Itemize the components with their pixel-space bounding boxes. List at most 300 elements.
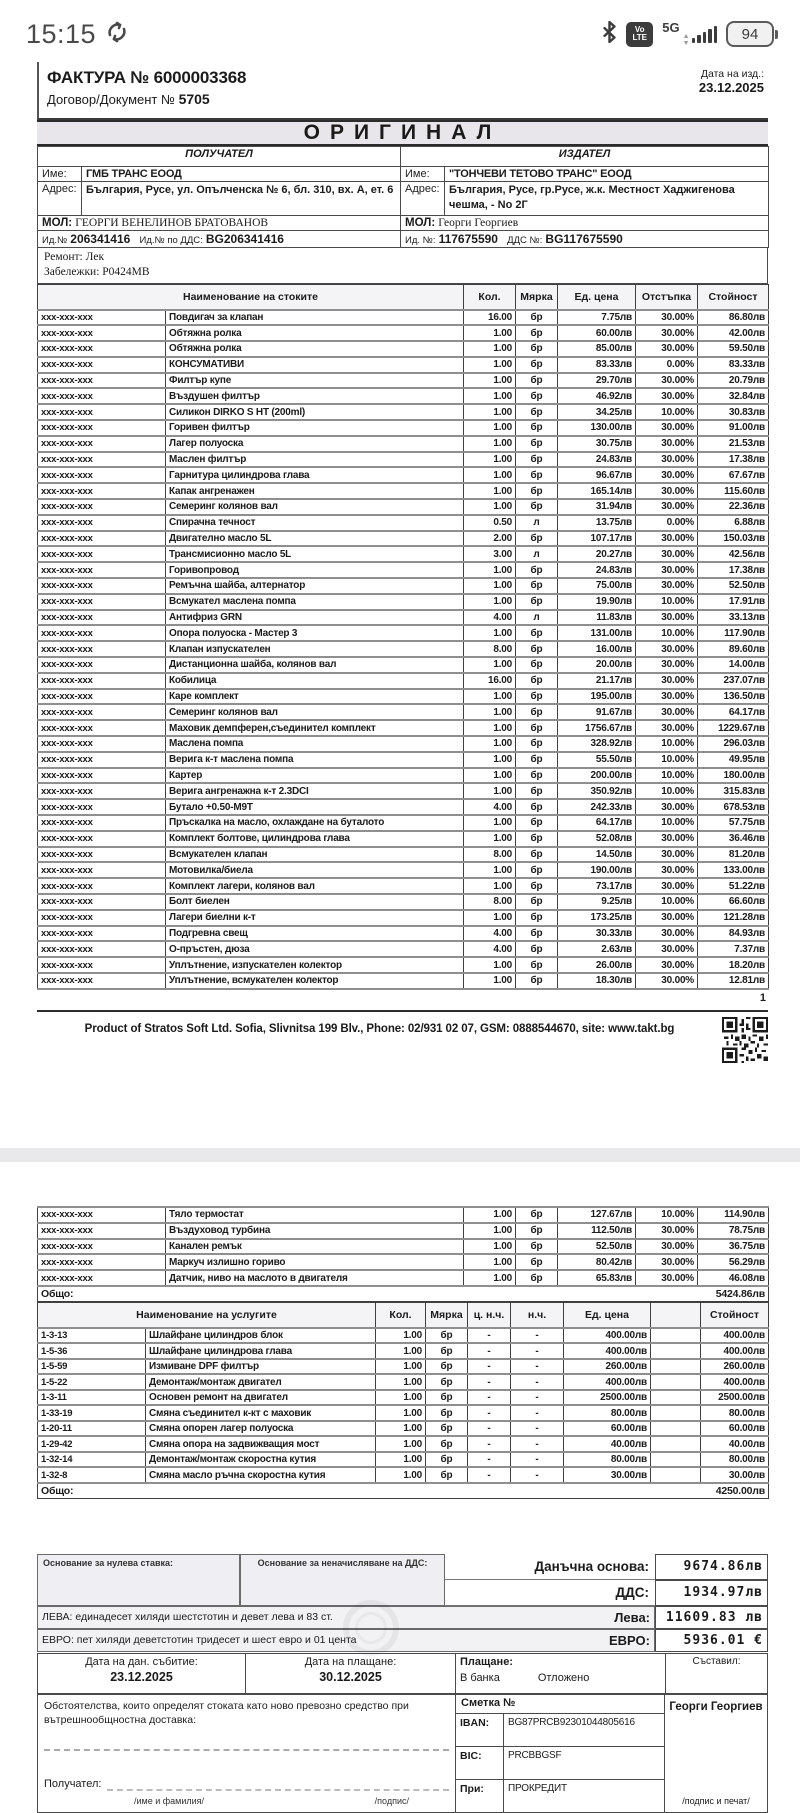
services-header-blank [651, 1303, 701, 1328]
service-code: 1-3-13 [38, 1328, 146, 1344]
invoice-number: 6000003368 [153, 68, 247, 87]
item-discount: 30.00% [636, 641, 698, 657]
recipient-name: ГМБ ТРАНС ЕООД [82, 167, 401, 182]
item-qty: 1.00 [464, 736, 516, 752]
item-price: 195.00лв [558, 689, 636, 705]
item-unit: бр [516, 689, 558, 705]
recipient-mol-label: МОЛ: [42, 217, 73, 229]
service-nch: - [511, 1328, 564, 1344]
item-price: 14.50лв [558, 847, 636, 863]
issuer-address-label: Адрес: [401, 182, 445, 216]
service-blank [651, 1328, 701, 1344]
issuer-ids [401, 231, 769, 248]
item-unit: бр [516, 467, 558, 483]
service-unit: бр [426, 1452, 468, 1468]
item-discount: 30.00% [636, 483, 698, 499]
item-name: Подгревна свещ [166, 926, 464, 942]
item-name: Канален ремък [166, 1239, 464, 1255]
euro-label: ЕВРО: [609, 1632, 650, 1648]
cast-icon [106, 21, 128, 48]
network-type: 5G [662, 20, 680, 35]
item-price: 350.92лв [558, 783, 636, 799]
item-value: 296.03лв [698, 736, 769, 752]
services-header-cnch: ц. н.ч. [468, 1303, 511, 1328]
item-name: Пръскалка на масло, охлаждане на буталото [166, 815, 464, 831]
item-price: 20.00лв [558, 657, 636, 673]
item-qty: 1.00 [464, 768, 516, 784]
pay-date-label: Дата на плащане: [304, 1655, 397, 1668]
item-code: xxx-xxx-xxx [38, 831, 166, 847]
service-name: Шлайфане цилиндров блок [146, 1328, 376, 1344]
services-header-value: Стойност [701, 1303, 769, 1328]
item-value: 42.56лв [698, 546, 769, 562]
item-code: xxx-xxx-xxx [38, 546, 166, 562]
service-price: 80.00лв [564, 1405, 651, 1421]
item-price: 20.27лв [558, 546, 636, 562]
item-unit: бр [516, 1239, 558, 1255]
recipient-mol [38, 216, 401, 231]
item-unit: бр [516, 657, 558, 673]
service-table-row [38, 1390, 769, 1406]
item-qty: 1.00 [464, 388, 516, 404]
service-blank [651, 1343, 701, 1359]
goods-table-row [38, 436, 769, 452]
item-unit: бр [516, 1254, 558, 1270]
item-price: 80.42лв [558, 1254, 636, 1270]
service-name: Основен ремонт на двигател [146, 1390, 376, 1406]
item-name: Обтяжна ролка [166, 341, 464, 357]
bic-label: BIC: [456, 1747, 504, 1779]
item-code: xxx-xxx-xxx [38, 388, 166, 404]
item-qty: 1.00 [464, 325, 516, 341]
service-code: 1-29-42 [38, 1436, 146, 1452]
item-unit: бр [516, 325, 558, 341]
goods-total-value: 5424.86лв [698, 1286, 769, 1302]
service-qty: 1.00 [376, 1436, 426, 1452]
service-blank [651, 1405, 701, 1421]
item-discount: 30.00% [636, 926, 698, 942]
item-qty: 1.00 [464, 625, 516, 641]
invoice-label: ФАКТУРА № [47, 68, 150, 87]
total-euro-row [37, 1629, 768, 1652]
item-value: 1229.67лв [698, 720, 769, 736]
services-header-name: Наименование на услугите [38, 1303, 376, 1328]
item-value: 33.13лв [698, 610, 769, 626]
service-code: 1-5-22 [38, 1374, 146, 1390]
item-price: 13.75лв [558, 515, 636, 531]
item-unit: бр [516, 388, 558, 404]
item-value: 49.95лв [698, 752, 769, 768]
item-qty: 16.00 [464, 673, 516, 689]
item-unit: бр [516, 420, 558, 436]
item-code: xxx-xxx-xxx [38, 373, 166, 389]
item-discount: 30.00% [636, 704, 698, 720]
item-qty: 1.00 [464, 831, 516, 847]
item-name: Уплътнение, изпускателен колектор [166, 957, 464, 973]
recipient-ids [38, 231, 401, 248]
item-name: Маслен филтър [166, 452, 464, 468]
item-qty: 1.00 [464, 420, 516, 436]
item-value: 17.91лв [698, 594, 769, 610]
item-price: 2.63лв [558, 941, 636, 957]
item-code: xxx-xxx-xxx [38, 1207, 166, 1223]
service-blank [651, 1359, 701, 1375]
item-price: 21.17лв [558, 673, 636, 689]
goods-table-row [38, 673, 769, 689]
item-value: 20.79лв [698, 373, 769, 389]
item-discount: 30.00% [636, 420, 698, 436]
stamp-watermark [343, 1600, 399, 1656]
item-price: 190.00лв [558, 862, 636, 878]
item-discount: 30.00% [636, 388, 698, 404]
pay-date: 30.12.2025 [319, 1669, 382, 1684]
service-name: Смяна масло ръчна скоростна кутия [146, 1467, 376, 1483]
goods-table-row [38, 657, 769, 673]
item-price: 24.83лв [558, 562, 636, 578]
circumstances-cell [37, 1694, 455, 1813]
item-price: 107.17лв [558, 531, 636, 547]
item-code: xxx-xxx-xxx [38, 768, 166, 784]
item-unit: бр [516, 483, 558, 499]
item-qty: 1.00 [464, 1207, 516, 1223]
receiver-signature-line [107, 1779, 449, 1791]
recipient-title: ПОЛУЧАТЕЛ [38, 147, 401, 167]
tax-event-date: 23.12.2025 [110, 1669, 173, 1684]
service-table-row [38, 1343, 769, 1359]
goods-table-row [38, 531, 769, 547]
service-price: 2500.00лв [564, 1390, 651, 1406]
goods-total-label: Общо: [38, 1286, 698, 1302]
repair-notes [37, 248, 768, 284]
service-price: 80.00лв [564, 1452, 651, 1468]
invoice-page-2 [0, 1162, 800, 1806]
item-unit: бр [516, 499, 558, 515]
service-qty: 1.00 [376, 1343, 426, 1359]
status-bar [0, 0, 800, 62]
iban-value: BG87PRCB92301044805616 [508, 1716, 635, 1728]
goods-table-row [38, 452, 769, 468]
item-qty: 1.00 [464, 1254, 516, 1270]
service-code: 1-32-14 [38, 1452, 146, 1468]
service-nch: - [511, 1436, 564, 1452]
service-nch: - [511, 1374, 564, 1390]
item-code: xxx-xxx-xxx [38, 736, 166, 752]
item-qty: 1.00 [464, 910, 516, 926]
item-value: 46.08лв [698, 1270, 769, 1286]
issuer-title: ИЗДАТЕЛ [401, 147, 769, 167]
service-nch: - [511, 1467, 564, 1483]
item-qty: 1.00 [464, 357, 516, 373]
service-value: 40.00лв [701, 1436, 769, 1452]
item-value: 22.36лв [698, 499, 769, 515]
issuer-id-label: Ид. №: [405, 235, 436, 246]
service-cnch: - [468, 1328, 511, 1344]
goods-table-row [38, 941, 769, 957]
item-unit: бр [516, 720, 558, 736]
service-name: Шлайфане цилиндрова глава [146, 1343, 376, 1359]
leva-label: Лева: [614, 1609, 650, 1625]
item-code: xxx-xxx-xxx [38, 483, 166, 499]
item-discount: 30.00% [636, 452, 698, 468]
item-code: xxx-xxx-xxx [38, 878, 166, 894]
recipient-address: България, Русе, ул. Опълченска № 6, бл. 310, вх. А, ет. 6 [82, 182, 401, 216]
service-blank [651, 1421, 701, 1437]
item-value: 12.81лв [698, 973, 769, 989]
item-value: 121.28лв [698, 910, 769, 926]
service-cnch: - [468, 1436, 511, 1452]
item-price: 46.92лв [558, 388, 636, 404]
document-scroll[interactable] [0, 62, 800, 1806]
goods-table-row [38, 831, 769, 847]
item-code: xxx-xxx-xxx [38, 641, 166, 657]
item-name: Антифриз GRN [166, 610, 464, 626]
item-discount: 10.00% [636, 894, 698, 910]
item-price: 29.70лв [558, 373, 636, 389]
service-cnch: - [468, 1467, 511, 1483]
goods-table-row [38, 689, 769, 705]
item-discount: 30.00% [636, 562, 698, 578]
service-price: 260.00лв [564, 1359, 651, 1375]
item-code: xxx-xxx-xxx [38, 720, 166, 736]
item-qty: 1.00 [464, 452, 516, 468]
service-table-row [38, 1405, 769, 1421]
goods-table-row [38, 1270, 769, 1286]
item-unit: бр [516, 452, 558, 468]
service-unit: бр [426, 1328, 468, 1344]
item-qty: 1.00 [464, 783, 516, 799]
goods-table-continued [37, 1206, 769, 1302]
service-nch: - [511, 1359, 564, 1375]
item-value: 89.60лв [698, 641, 769, 657]
service-blank [651, 1390, 701, 1406]
goods-table-row [38, 625, 769, 641]
item-qty: 1.00 [464, 404, 516, 420]
item-price: 73.17лв [558, 878, 636, 894]
totals-block [37, 1554, 768, 1606]
euro-value: 5936.01 € [655, 1629, 768, 1652]
services-total-value: 4250.00лв [701, 1483, 769, 1499]
item-name: Маркуч излишно гориво [166, 1254, 464, 1270]
item-name: Трансмисионно масло 5L [166, 546, 464, 562]
service-price: 400.00лв [564, 1343, 651, 1359]
item-value: 67.67лв [698, 467, 769, 483]
item-unit: бр [516, 578, 558, 594]
item-code: xxx-xxx-xxx [38, 341, 166, 357]
item-price: 11.83лв [558, 610, 636, 626]
item-value: 7.37лв [698, 941, 769, 957]
footer-text: Product of Stratos Soft Ltd. Sofia, Slivnitsa 199 Blv., Phone: 02/931 02 07, GSM: 0888544670, site: www.takt.bg [84, 1022, 675, 1035]
goods-table-row [38, 878, 769, 894]
item-qty: 2.00 [464, 531, 516, 547]
item-discount: 30.00% [636, 1254, 698, 1270]
goods-table-row [38, 404, 769, 420]
item-value: 133.00лв [698, 862, 769, 878]
service-table-row [38, 1436, 769, 1452]
issuer-name-label: Име: [401, 167, 445, 182]
item-name: Болт биелен [166, 894, 464, 910]
item-name: Семеринг колянов вал [166, 704, 464, 720]
item-name: Комплект болтове, цилиндрова глава [166, 831, 464, 847]
bank-value: ПРОКРЕДИТ [508, 1782, 567, 1794]
item-name: Бутало +0.50-М9Т [166, 799, 464, 815]
item-discount: 10.00% [636, 594, 698, 610]
item-code: xxx-xxx-xxx [38, 941, 166, 957]
pay-date-cell [245, 1653, 455, 1694]
service-nch: - [511, 1405, 564, 1421]
item-price: 328.92лв [558, 736, 636, 752]
service-code: 1-5-36 [38, 1343, 146, 1359]
service-nch: - [511, 1343, 564, 1359]
reason-no-vat: Основание за неначисляване на ДДС: [240, 1554, 445, 1606]
service-qty: 1.00 [376, 1467, 426, 1483]
service-value: 400.00лв [701, 1374, 769, 1390]
recipient-id-label: Ид.№ [42, 235, 68, 246]
item-value: 14.00лв [698, 657, 769, 673]
item-qty: 8.00 [464, 894, 516, 910]
composed-by-label: Съставил: [692, 1655, 741, 1667]
service-value: 260.00лв [701, 1359, 769, 1375]
page-footer [37, 1010, 768, 1063]
item-value: 91.00лв [698, 420, 769, 436]
item-unit: бр [516, 815, 558, 831]
payment-method: В банка [460, 1671, 500, 1684]
item-name: Уплътнение, всмукателен колектор [166, 973, 464, 989]
item-value: 78.75лв [698, 1223, 769, 1239]
service-blank [651, 1374, 701, 1390]
goods-table-row [38, 467, 769, 483]
service-qty: 1.00 [376, 1452, 426, 1468]
item-value: 21.53лв [698, 436, 769, 452]
item-unit: бр [516, 799, 558, 815]
invoice-number-line [47, 68, 246, 88]
item-price: 24.83лв [558, 452, 636, 468]
service-unit: бр [426, 1390, 468, 1406]
goods-header-unit: Мярка [516, 285, 558, 310]
item-name: Комплект лагери, колянов вал [166, 878, 464, 894]
item-value: 86.80лв [698, 310, 769, 326]
item-price: 16.00лв [558, 641, 636, 657]
item-price: 130.00лв [558, 420, 636, 436]
goods-table-row [38, 799, 769, 815]
item-unit: бр [516, 957, 558, 973]
item-name: Капак ангренажен [166, 483, 464, 499]
service-nch: - [511, 1390, 564, 1406]
item-unit: бр [516, 436, 558, 452]
item-unit: бр [516, 910, 558, 926]
goods-table-row [38, 862, 769, 878]
service-name: Смяна опорен лагер полуоска [146, 1421, 376, 1437]
service-price: 40.00лв [564, 1436, 651, 1452]
item-discount: 30.00% [636, 610, 698, 626]
goods-header-qty: Кол. [464, 285, 516, 310]
iban-label: IBAN: [456, 1714, 504, 1746]
issuer-name: "ТОНЧЕВИ ТЕТОВО ТРАНС" ЕООД [445, 167, 769, 182]
item-value: 42.00лв [698, 325, 769, 341]
item-qty: 1.00 [464, 578, 516, 594]
service-code: 1-33-19 [38, 1405, 146, 1421]
item-code: xxx-xxx-xxx [38, 673, 166, 689]
service-code: 1-20-11 [38, 1421, 146, 1437]
item-value: 315.83лв [698, 783, 769, 799]
service-price: 400.00лв [564, 1328, 651, 1344]
item-value: 30.83лв [698, 404, 769, 420]
item-name: Лагери биелни к-т [166, 910, 464, 926]
item-value: 678.53лв [698, 799, 769, 815]
item-qty: 1.00 [464, 862, 516, 878]
service-nch: - [511, 1421, 564, 1437]
service-table-row [38, 1467, 769, 1483]
service-name: Смяна съединител к-кт с маховик [146, 1405, 376, 1421]
service-unit: бр [426, 1359, 468, 1375]
service-cnch: - [468, 1359, 511, 1375]
goods-table-row [38, 325, 769, 341]
item-value: 180.00лв [698, 768, 769, 784]
service-price: 60.00лв [564, 1421, 651, 1437]
service-blank [651, 1452, 701, 1468]
item-qty: 1.00 [464, 973, 516, 989]
item-unit: бр [516, 594, 558, 610]
item-discount: 30.00% [636, 1223, 698, 1239]
tax-base-label: Данъчна основа: [445, 1554, 655, 1580]
payment-method-cell [455, 1653, 665, 1694]
service-table-row [38, 1374, 769, 1390]
goods-table-row [38, 910, 769, 926]
item-qty: 1.00 [464, 1239, 516, 1255]
services-total-label: Общо: [38, 1483, 701, 1499]
service-value: 80.00лв [701, 1405, 769, 1421]
item-code: xxx-xxx-xxx [38, 657, 166, 673]
goods-header-row [38, 285, 769, 310]
item-code: xxx-xxx-xxx [38, 1239, 166, 1255]
item-value: 51.22лв [698, 878, 769, 894]
item-code: xxx-xxx-xxx [38, 562, 166, 578]
item-unit: бр [516, 768, 558, 784]
page-separator [0, 1148, 800, 1162]
item-value: 117.90лв [698, 625, 769, 641]
item-discount: 10.00% [636, 404, 698, 420]
item-price: 1756.67лв [558, 720, 636, 736]
bank-account-cell [455, 1694, 665, 1813]
recipient-name-label: Име: [38, 167, 82, 182]
item-value: 57.75лв [698, 815, 769, 831]
service-qty: 1.00 [376, 1421, 426, 1437]
item-name: Каре комплект [166, 689, 464, 705]
battery-percent: 94 [741, 25, 759, 43]
item-name: Картер [166, 768, 464, 784]
account-label: Сметка № [461, 1696, 516, 1709]
recipient-mol-value: ГЕОРГИ ВЕНЕЛИНОВ БРАТОВАНОВ [75, 217, 269, 229]
vat-label: ДДС: [445, 1580, 655, 1606]
item-price: 83.33лв [558, 357, 636, 373]
service-price: 400.00лв [564, 1374, 651, 1390]
service-qty: 1.00 [376, 1405, 426, 1421]
item-qty: 8.00 [464, 847, 516, 863]
item-qty: 4.00 [464, 926, 516, 942]
item-name: Силикон DIRKO S HT (200ml) [166, 404, 464, 420]
item-qty: 1.00 [464, 752, 516, 768]
item-code: xxx-xxx-xxx [38, 862, 166, 878]
item-qty: 4.00 [464, 941, 516, 957]
item-price: 26.00лв [558, 957, 636, 973]
item-code: xxx-xxx-xxx [38, 799, 166, 815]
recipient-vat: BG206341416 [205, 232, 284, 246]
item-qty: 1.00 [464, 467, 516, 483]
item-name: Повдигач за клапан [166, 310, 464, 326]
reason-zero-rate: Основание за нулева ставка: [37, 1554, 240, 1606]
receiver-label: Получател: [44, 1777, 102, 1790]
goods-total-row [38, 1286, 769, 1302]
item-value: 114.90лв [698, 1207, 769, 1223]
